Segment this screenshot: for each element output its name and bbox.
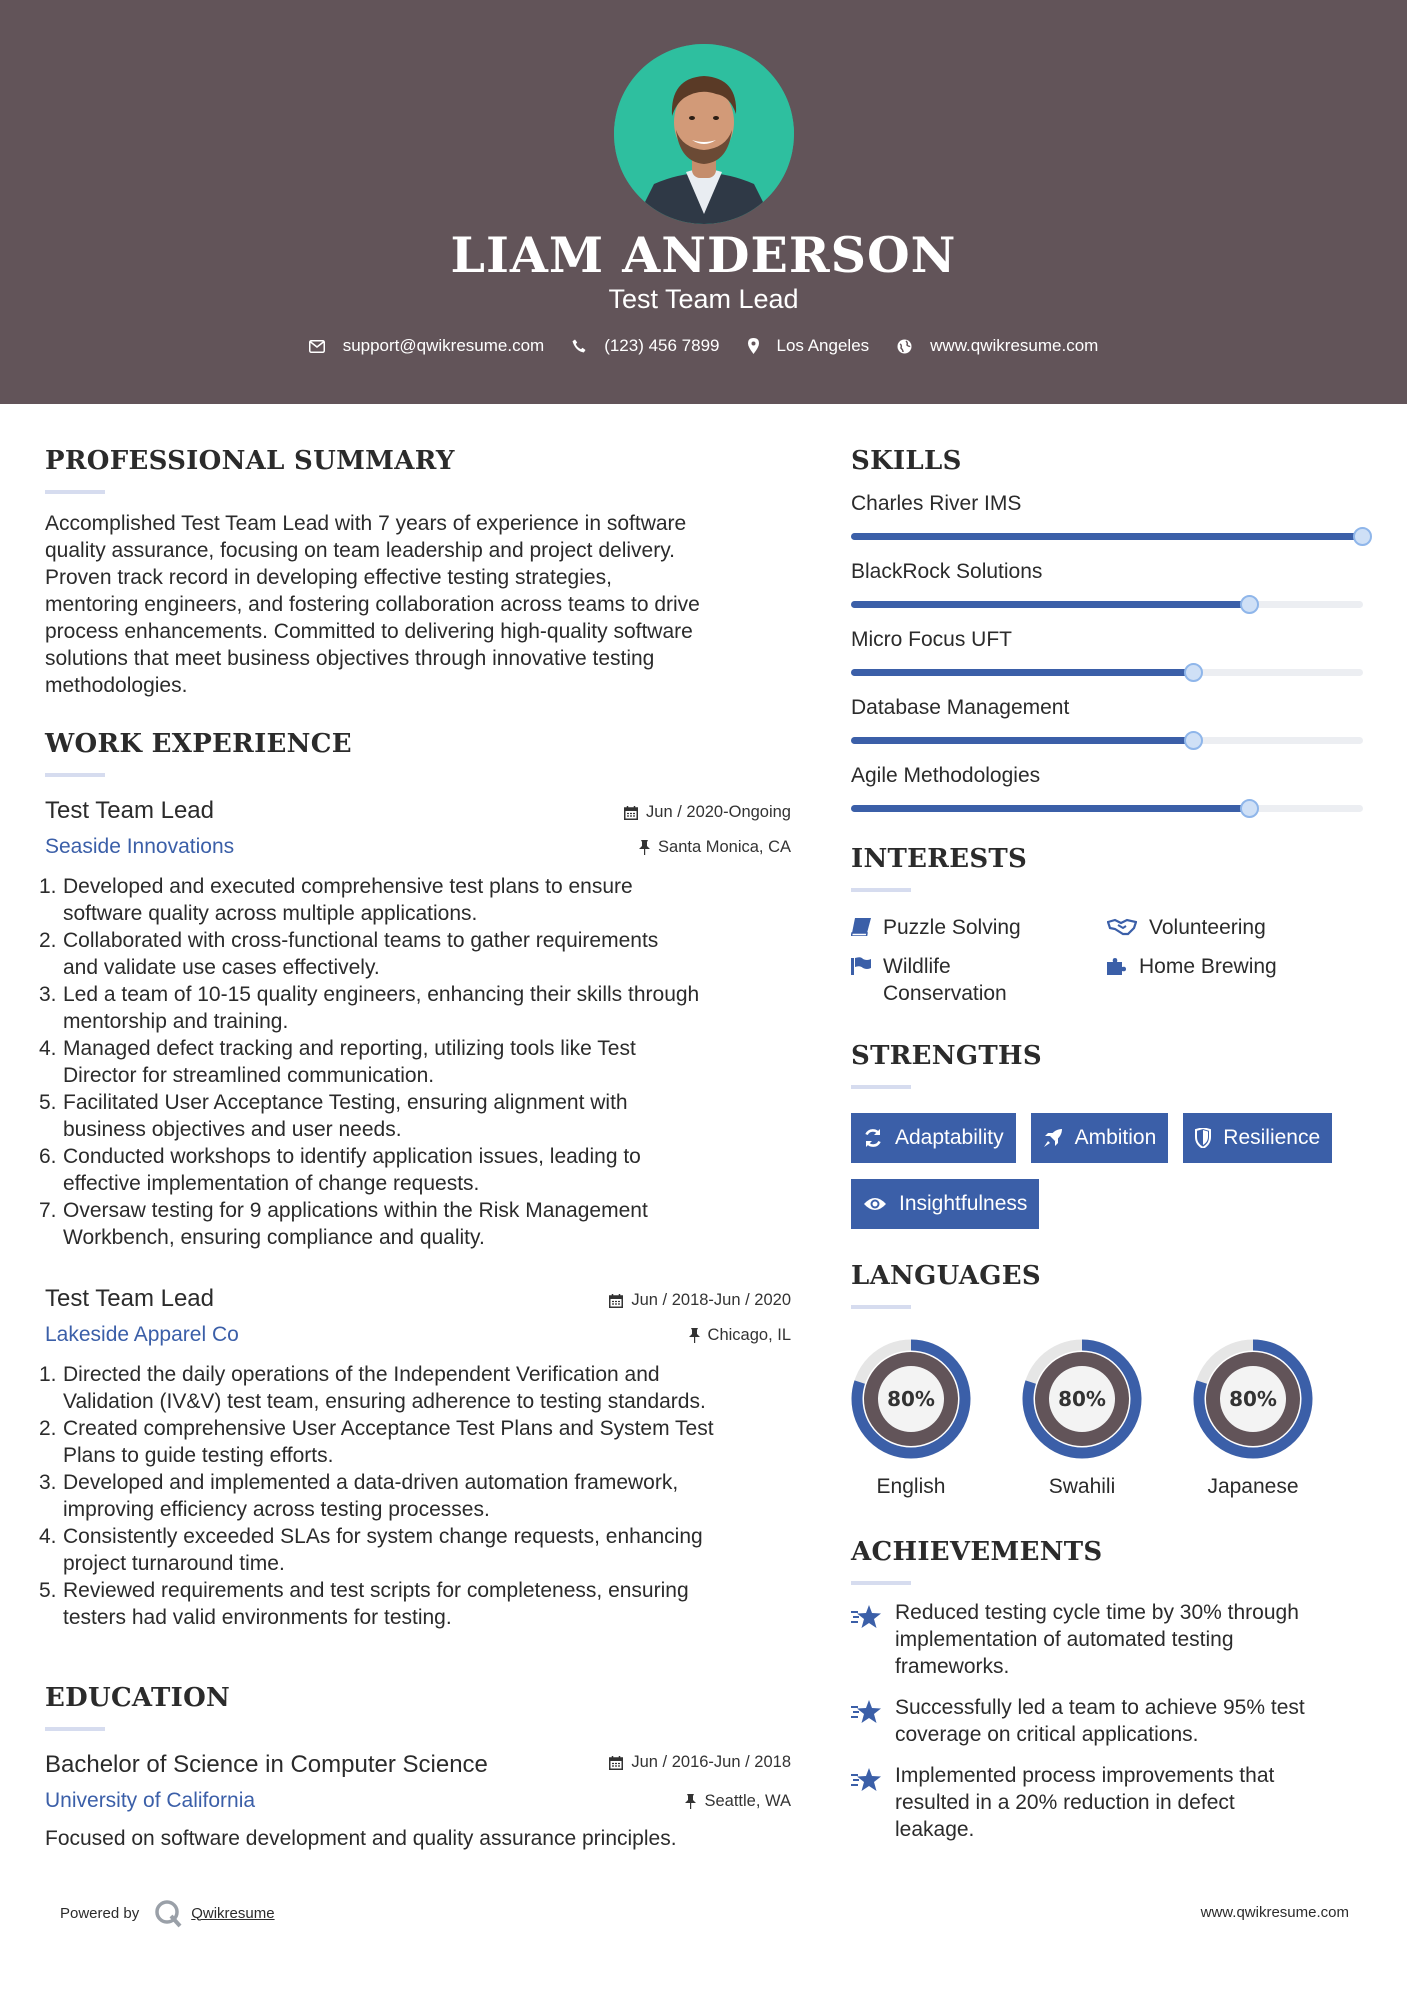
job-title: Test Team Lead (45, 797, 214, 824)
book-icon (851, 918, 871, 936)
achievement-line: leakage. (895, 1818, 975, 1841)
interests-section (851, 844, 1366, 1007)
interests-list (851, 914, 1366, 1007)
contact-phone[interactable] (572, 336, 719, 356)
item-line: Created comprehensive User Acceptance Test Plans and System Test (63, 1417, 714, 1440)
calendar-icon (609, 1756, 623, 1770)
language-ring (851, 1339, 971, 1459)
list-item (39, 1361, 791, 1415)
item-line: mentorship and training. (63, 1010, 289, 1033)
list-item (39, 1577, 791, 1631)
item-line: Conducted workshops to identify application issues, leading to (63, 1145, 641, 1168)
section-divider (851, 888, 911, 892)
section-divider (851, 1085, 911, 1089)
skill-bar-track (851, 533, 1363, 540)
skill-bar-knob[interactable] (1353, 527, 1372, 546)
eye-icon (863, 1196, 887, 1212)
interest-item (1107, 953, 1363, 1007)
strengths-list (851, 1113, 1366, 1245)
achievement-line: Successfully led a team to achieve 95% test (895, 1696, 1305, 1719)
item-line: Consistently exceeded SLAs for system change requests, enhancing (63, 1525, 703, 1548)
item-number: 4. (39, 1037, 57, 1060)
location-text: Santa Monica, CA (658, 837, 791, 856)
skill-name: Agile Methodologies (851, 764, 1041, 787)
education-header (45, 1751, 791, 1779)
job-location (689, 1326, 791, 1345)
skill-bar-track (851, 805, 1363, 812)
interest-label: Wildlife (883, 955, 951, 978)
dates-text: Jun / 2016-Jun / 2018 (631, 1753, 791, 1771)
section-divider (851, 1581, 911, 1585)
skill-name: Micro Focus UFT (851, 628, 1013, 651)
section-divider (45, 773, 105, 777)
item-line: Managed defect tracking and reporting, utilizing tools like Test (63, 1037, 636, 1060)
section-divider (45, 490, 105, 494)
summary-line: process enhancements. Committed to delivering high-quality software (45, 620, 693, 643)
school-name[interactable]: University of California (45, 1789, 256, 1812)
skill-bar-knob[interactable] (1184, 663, 1203, 682)
phone-text: (123) 456 7899 (604, 336, 720, 355)
envelope-icon (309, 340, 325, 353)
item-line: testers had valid environments for testing. (63, 1606, 452, 1629)
languages-list (851, 1339, 1366, 1499)
skills-section (851, 446, 1366, 812)
location-text: Seattle, WA (704, 1791, 791, 1810)
list-item (39, 981, 791, 1035)
achievement-line: resulted in a 20% reduction in defect (895, 1791, 1235, 1814)
footer-powered-by (60, 1898, 275, 1928)
item-line: project turnaround time. (63, 1552, 285, 1575)
strength-badge (851, 1113, 1016, 1163)
interest-item (851, 953, 1107, 1007)
flag-icon (851, 957, 871, 975)
achievement-item (851, 1694, 1366, 1748)
skill-name: BlackRock Solutions (851, 560, 1043, 583)
achievement-line: Implemented process improvements that (895, 1764, 1275, 1787)
language-name: Japanese (1207, 1475, 1299, 1498)
skill-item (851, 628, 1366, 676)
education-entry (45, 1751, 791, 1852)
strength-label: Insightfulness (899, 1192, 1028, 1215)
star-icon (851, 1605, 881, 1629)
interest-item (851, 914, 1107, 941)
candidate-role: Test Team Lead (608, 284, 799, 314)
language-name: English (876, 1475, 946, 1498)
interest-label: Puzzle Solving (883, 916, 1021, 939)
strength-badge (1031, 1113, 1169, 1163)
job-entry (39, 1285, 791, 1631)
skill-name: Charles River IMS (851, 492, 1022, 515)
summary-line: Accomplished Test Team Lead with 7 years of experience in software (45, 512, 687, 535)
list-item (39, 927, 791, 981)
achievement-line: coverage on critical applications. (895, 1723, 1199, 1746)
strength-label: Adaptability (895, 1126, 1004, 1149)
item-line: Developed and implemented a data-driven automation framework, (63, 1471, 679, 1494)
qwikresume-logo-icon (153, 1898, 183, 1928)
profile-photo (614, 44, 794, 224)
item-number: 6. (39, 1145, 57, 1168)
item-line: business objectives and user needs. (63, 1118, 402, 1141)
job-header (45, 1285, 791, 1313)
education-dates (609, 1753, 791, 1772)
list-item (39, 1523, 791, 1577)
item-number: 2. (39, 929, 57, 952)
achievement-line: Reduced testing cycle time by 30% through (895, 1601, 1299, 1624)
powered-by-text: Powered by (60, 1904, 140, 1922)
contact-email[interactable] (309, 336, 545, 356)
rocket-icon (1043, 1128, 1063, 1148)
education-heading: EDUCATION (45, 1683, 231, 1713)
strengths-section (851, 1041, 1366, 1245)
left-column (39, 404, 791, 1852)
skill-bar-track (851, 669, 1363, 676)
skills-list (851, 492, 1366, 812)
calendar-icon (624, 806, 638, 820)
item-line: Oversaw testing for 9 applications within the Risk Management (63, 1199, 648, 1222)
skill-bar-fill (851, 669, 1194, 676)
puzzle-icon (1107, 957, 1127, 975)
job-subheader (45, 1323, 791, 1347)
skill-bar-fill (851, 737, 1194, 744)
interests-heading: INTERESTS (851, 844, 1028, 874)
phone-icon (572, 339, 586, 353)
job-location (639, 838, 791, 857)
list-item (39, 1143, 791, 1197)
item-number: 7. (39, 1199, 57, 1222)
item-line: Reviewed requirements and test scripts for completeness, ensuring (63, 1579, 689, 1602)
language-percent: 80% (1229, 1387, 1277, 1411)
languages-heading: LANGUAGES (851, 1261, 1041, 1291)
handshake-icon (1107, 918, 1137, 936)
item-number: 1. (39, 1363, 57, 1386)
item-line: improving efficiency across testing processes. (63, 1498, 490, 1521)
summary-heading: PROFESSIONAL SUMMARY (45, 446, 455, 476)
list-item (39, 873, 791, 927)
location-text: Chicago, IL (707, 1325, 791, 1344)
pushpin-icon (685, 1794, 696, 1809)
item-line: and validate use cases effectively. (63, 956, 380, 979)
pushpin-icon (639, 840, 650, 855)
refresh-icon (863, 1128, 883, 1148)
skill-bar-fill (851, 601, 1250, 608)
achievements-section (851, 1537, 1366, 1843)
skill-bar-track (851, 737, 1363, 744)
education-section (45, 1683, 791, 1852)
language-ring (1193, 1339, 1313, 1459)
website-text: www.qwikresume.com (930, 336, 1099, 355)
dates-text: Jun / 2018-Jun / 2020 (631, 1291, 791, 1309)
languages-section (851, 1261, 1366, 1499)
dates-text: Jun / 2020-Ongoing (646, 803, 791, 821)
item-number: 2. (39, 1417, 57, 1440)
item-line: Validation (IV&V) test team, ensuring adherence to testing standards. (63, 1390, 706, 1413)
candidate-name: LIAM ANDERSON (450, 226, 957, 284)
skill-bar-fill (851, 805, 1250, 812)
achievements-heading: ACHIEVEMENTS (851, 1537, 1103, 1567)
job-bullets (39, 873, 791, 1251)
job-title: Test Team Lead (45, 1285, 214, 1312)
interest-label: Conservation (883, 982, 1007, 1005)
job-dates (609, 1291, 791, 1310)
star-icon (851, 1700, 881, 1724)
item-number: 3. (39, 1471, 57, 1494)
interest-label: Home Brewing (1139, 955, 1277, 978)
globe-icon (897, 339, 912, 354)
summary-line: quality assurance, focusing on team leadership and project delivery. (45, 539, 675, 562)
interest-label: Volunteering (1149, 916, 1266, 939)
language-item (851, 1339, 971, 1499)
contact-bar (0, 336, 1407, 356)
achievement-item (851, 1599, 1366, 1680)
item-number: 4. (39, 1525, 57, 1548)
pushpin-icon (689, 1328, 700, 1343)
job-subheader (45, 835, 791, 859)
summary-text (45, 510, 791, 699)
email-text: support@qwikresume.com (342, 336, 545, 355)
location-text: Los Angeles (776, 336, 870, 355)
education-description: Focused on software development and quality assurance principles. (45, 1827, 677, 1850)
achievement-line: implementation of automated testing (895, 1628, 1234, 1651)
strength-badge (1183, 1113, 1332, 1163)
skill-item (851, 492, 1366, 540)
skill-bar-track (851, 601, 1363, 608)
item-line: software quality across multiple applications. (63, 902, 478, 925)
strength-label: Ambition (1074, 1126, 1157, 1149)
qwikresume-link[interactable]: Qwikresume (191, 1904, 275, 1922)
skill-bar-fill (851, 533, 1363, 540)
section-divider (851, 1305, 911, 1309)
item-line: effective implementation of change requests. (63, 1172, 480, 1195)
degree-title: Bachelor of Science in Computer Science (45, 1751, 488, 1778)
list-item (39, 1415, 791, 1469)
list-item (39, 1035, 791, 1089)
interest-item (1107, 914, 1363, 941)
item-line: Developed and executed comprehensive test plans to ensure (63, 875, 633, 898)
header-banner (0, 0, 1407, 404)
shield-icon (1195, 1128, 1211, 1148)
map-pin-icon (748, 338, 759, 354)
skill-item (851, 764, 1366, 812)
section-divider (45, 1727, 105, 1731)
job-header (45, 797, 791, 825)
skill-bar-knob[interactable] (1184, 731, 1203, 750)
list-item (39, 1197, 791, 1251)
summary-line: solutions that meet business objectives through innovative testing (45, 647, 655, 670)
language-name: Swahili (1048, 1475, 1116, 1498)
achievements-list (851, 1599, 1366, 1843)
list-item (39, 1469, 791, 1523)
company-name[interactable]: Seaside Innovations (45, 835, 235, 858)
skill-bar-knob[interactable] (1240, 595, 1259, 614)
item-line: Collaborated with cross-functional teams to gather requirements (63, 929, 659, 952)
language-ring (1022, 1339, 1142, 1459)
skill-bar-knob[interactable] (1240, 799, 1259, 818)
item-number: 5. (39, 1579, 57, 1602)
item-number: 3. (39, 983, 57, 1006)
summary-line: mentoring engineers, and fostering collaboration across teams to drive (45, 593, 700, 616)
experience-section (39, 729, 791, 1631)
language-percent: 80% (1058, 1387, 1106, 1411)
achievement-item (851, 1762, 1366, 1843)
item-line: Plans to guide testing efforts. (63, 1444, 334, 1467)
item-line: Directed the daily operations of the Independent Verification and (63, 1363, 660, 1386)
skill-name: Database Management (851, 696, 1070, 719)
skill-item (851, 696, 1366, 744)
strength-label: Resilience (1223, 1126, 1321, 1149)
language-item (1022, 1339, 1142, 1499)
calendar-icon (609, 1294, 623, 1308)
education-subheader (45, 1789, 791, 1813)
contact-website[interactable] (897, 336, 1098, 356)
contact-location (748, 336, 870, 356)
item-line: Director for streamlined communication. (63, 1064, 435, 1087)
item-line: Workbench, ensuring compliance and quality. (63, 1226, 485, 1249)
footer-website[interactable]: www.qwikresume.com (1200, 1904, 1349, 1921)
list-item (39, 1089, 791, 1143)
language-item (1193, 1339, 1313, 1499)
item-line: Facilitated User Acceptance Testing, ensuring alignment with (63, 1091, 628, 1114)
strength-badge (851, 1179, 1039, 1229)
item-number: 5. (39, 1091, 57, 1114)
summary-line: methodologies. (45, 674, 188, 697)
skills-heading: SKILLS (851, 446, 962, 476)
experience-heading: WORK EXPERIENCE (45, 729, 352, 759)
job-dates (624, 803, 791, 822)
education-location (685, 1792, 791, 1811)
skill-item (851, 560, 1366, 608)
summary-line: Proven track record in developing effective testing strategies, (45, 566, 612, 589)
star-icon (851, 1768, 881, 1792)
item-line: Led a team of 10-15 quality engineers, enhancing their skills through (63, 983, 700, 1006)
job-bullets (39, 1361, 791, 1631)
summary-section (45, 446, 791, 699)
strengths-heading: STRENGTHS (851, 1041, 1042, 1071)
job-entry (39, 797, 791, 1251)
company-name[interactable]: Lakeside Apparel Co (45, 1323, 239, 1346)
item-number: 1. (39, 875, 57, 898)
right-column (851, 404, 1366, 1843)
achievement-line: frameworks. (895, 1655, 1010, 1678)
language-percent: 80% (887, 1387, 935, 1411)
